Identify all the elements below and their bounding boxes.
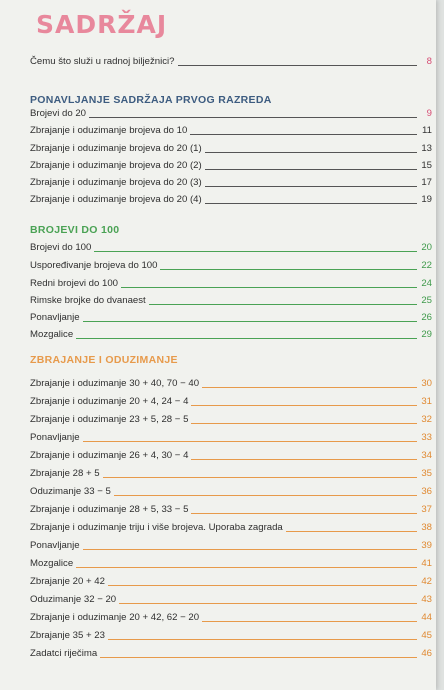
leader-line: [205, 203, 417, 204]
leader-line: [191, 423, 417, 424]
toc-entry-label: Zbrajanje i oduzimanje brojeva do 10: [30, 125, 188, 136]
toc-entry[interactable]: [30, 374, 432, 390]
leader-line: [83, 441, 417, 442]
toc-entry-label: Zbrajanje i oduzimanje brojeva do 20 (2): [30, 160, 202, 171]
toc-entry-page: 45: [421, 630, 432, 641]
toc-entry[interactable]: [30, 190, 432, 206]
toc-entry-label: Zbrajanje 20 + 42: [30, 576, 105, 587]
leader-line: [76, 567, 417, 568]
toc-entry-label: Zbrajanje i oduzimanje brojeva do 20 (1): [30, 143, 202, 154]
leader-line: [108, 639, 417, 640]
leader-line: [83, 321, 417, 322]
toc-entry-page: 43: [421, 594, 432, 605]
leader-line: [202, 621, 417, 622]
toc-entry-page: 29: [421, 329, 432, 340]
leader-line: [121, 287, 417, 288]
toc-entry[interactable]: [30, 308, 432, 324]
leader-line: [83, 549, 417, 550]
section-heading-zbrajanje: ZBRAJANJE I ODUZIMANJE: [30, 354, 178, 366]
toc-entry-label: Ponavljanje: [30, 312, 80, 323]
toc-entry-label: Mozgalice: [30, 558, 74, 569]
leader-line: [286, 531, 417, 532]
toc-entry-page: 13: [421, 143, 432, 154]
toc-entry-label: Zbrajanje i oduzimanje 30 + 40, 70 − 40: [30, 378, 200, 389]
toc-entry[interactable]: [30, 173, 432, 189]
toc-entry-page: 22: [421, 260, 432, 271]
toc-entry-label: Oduzimanje 33 − 5: [30, 486, 111, 497]
toc-entry-page: 31: [421, 396, 432, 407]
toc-entry-intro[interactable]: [30, 52, 432, 68]
toc-entry[interactable]: [30, 572, 432, 588]
toc-entry-label: Zbrajanje i oduzimanje brojeva do 20 (3): [30, 177, 202, 188]
toc-entry[interactable]: [30, 464, 432, 480]
toc-entry[interactable]: [30, 291, 432, 307]
toc-entry-page: 26: [421, 312, 432, 323]
toc-entry-page: 20: [421, 242, 432, 253]
leader-line: [114, 495, 417, 496]
toc-entry-label: Ponavljanje: [30, 540, 80, 551]
toc-entry[interactable]: [30, 325, 432, 341]
toc-entry-label: Zbrajanje 28 + 5: [30, 468, 100, 479]
toc-entry-label: Redni brojevi do 100: [30, 278, 119, 289]
toc-entry-page: 30: [421, 378, 432, 389]
toc-entry-page: 34: [421, 450, 432, 461]
toc-entry[interactable]: [30, 626, 432, 642]
toc-entry[interactable]: [30, 274, 432, 290]
leader-line: [190, 134, 417, 135]
toc-entry-label: Zbrajanje i oduzimanje 26 + 4, 30 − 4: [30, 450, 189, 461]
toc-entry-page: 19: [421, 194, 432, 205]
leader-line: [108, 585, 417, 586]
toc-entry[interactable]: [30, 518, 432, 534]
toc-entry[interactable]: [30, 410, 432, 426]
toc-entry[interactable]: [30, 139, 432, 155]
page-title: SADRŽAJ: [36, 10, 168, 39]
leader-line: [191, 513, 417, 514]
leader-line: [119, 603, 417, 604]
section-heading-brojevi: BROJEVI DO 100: [30, 224, 120, 236]
toc-entry-label: Zadatci riječima: [30, 648, 98, 659]
section-heading-ponavljanje: PONAVLJANJE SADRŽAJA PRVOG RAZREDA: [30, 94, 272, 106]
toc-entry-page: 33: [421, 432, 432, 443]
leader-line: [178, 65, 417, 66]
toc-entry-label: Brojevi do 100: [30, 242, 92, 253]
toc-entry[interactable]: [30, 104, 432, 120]
toc-entry-label: Mozgalice: [30, 329, 74, 340]
toc-entry-page: 35: [421, 468, 432, 479]
toc-entry-label: Rimske brojke do dvanaest: [30, 295, 146, 306]
toc-entry-page: 39: [421, 540, 432, 551]
toc-entry-label: Uspoređivanje brojeva do 100: [30, 260, 158, 271]
toc-entry[interactable]: [30, 608, 432, 624]
leader-line: [76, 338, 417, 339]
leader-line: [94, 251, 417, 252]
leader-line: [103, 477, 417, 478]
toc-entry[interactable]: [30, 554, 432, 570]
toc-entry[interactable]: [30, 392, 432, 408]
toc-entry[interactable]: [30, 482, 432, 498]
toc-entry-label: Zbrajanje 35 + 23: [30, 630, 105, 641]
toc-entry[interactable]: [30, 256, 432, 272]
toc-entry-page: 46: [421, 648, 432, 659]
leader-line: [205, 186, 417, 187]
leader-line: [191, 405, 417, 406]
toc-entry[interactable]: [30, 536, 432, 552]
toc-entry-label: Oduzimanje 32 − 20: [30, 594, 117, 605]
leader-line: [202, 387, 417, 388]
toc-entry[interactable]: [30, 121, 432, 137]
toc-entry-label: Zbrajanje i oduzimanje 20 + 4, 24 − 4: [30, 396, 189, 407]
toc-entry-label: Zbrajanje i oduzimanje 28 + 5, 33 − 5: [30, 504, 189, 515]
toc-entry-label: Čemu što služi u radnoj bilježnici?: [30, 56, 175, 67]
toc-entry-page: 9: [426, 108, 432, 119]
toc-entry-label: Ponavljanje: [30, 432, 80, 443]
toc-entry-label: Zbrajanje i oduzimanje 20 + 42, 62 − 20: [30, 612, 200, 623]
toc-entry-page: 15: [421, 160, 432, 171]
leader-line: [205, 169, 417, 170]
leader-line: [191, 459, 417, 460]
toc-entry-page: 36: [421, 486, 432, 497]
toc-entry-page: 24: [421, 278, 432, 289]
toc-entry[interactable]: [30, 500, 432, 516]
toc-entry-page: 25: [421, 295, 432, 306]
toc-entry-page: 37: [421, 504, 432, 515]
toc-entry[interactable]: [30, 156, 432, 172]
toc-entry[interactable]: [30, 446, 432, 462]
toc-entry-page: 11: [422, 125, 432, 136]
toc-entry[interactable]: [30, 238, 432, 254]
toc-entry-page: 32: [421, 414, 432, 425]
toc-entry-page: 8: [426, 56, 432, 67]
toc-entry-label: Zbrajanje i oduzimanje brojeva do 20 (4): [30, 194, 202, 205]
toc-entry-label: Brojevi do 20: [30, 108, 86, 119]
toc-entry-page: 38: [421, 522, 432, 533]
leader-line: [149, 304, 417, 305]
toc-entry-page: 41: [421, 558, 432, 569]
toc-entry[interactable]: [30, 428, 432, 444]
toc-entry-label: Zbrajanje i oduzimanje 23 + 5, 28 − 5: [30, 414, 189, 425]
toc-entry-page: 17: [421, 177, 432, 188]
toc-entry-page: 42: [421, 576, 432, 587]
toc-entry-page: 44: [421, 612, 432, 623]
toc-entry[interactable]: [30, 644, 432, 660]
toc-entry[interactable]: [30, 590, 432, 606]
toc-entry-label: Zbrajanje i oduzimanje triju i više brojeva. Uporaba zagrada: [30, 522, 283, 533]
leader-line: [89, 117, 417, 118]
leader-line: [160, 269, 417, 270]
leader-line: [100, 657, 417, 658]
leader-line: [205, 152, 417, 153]
